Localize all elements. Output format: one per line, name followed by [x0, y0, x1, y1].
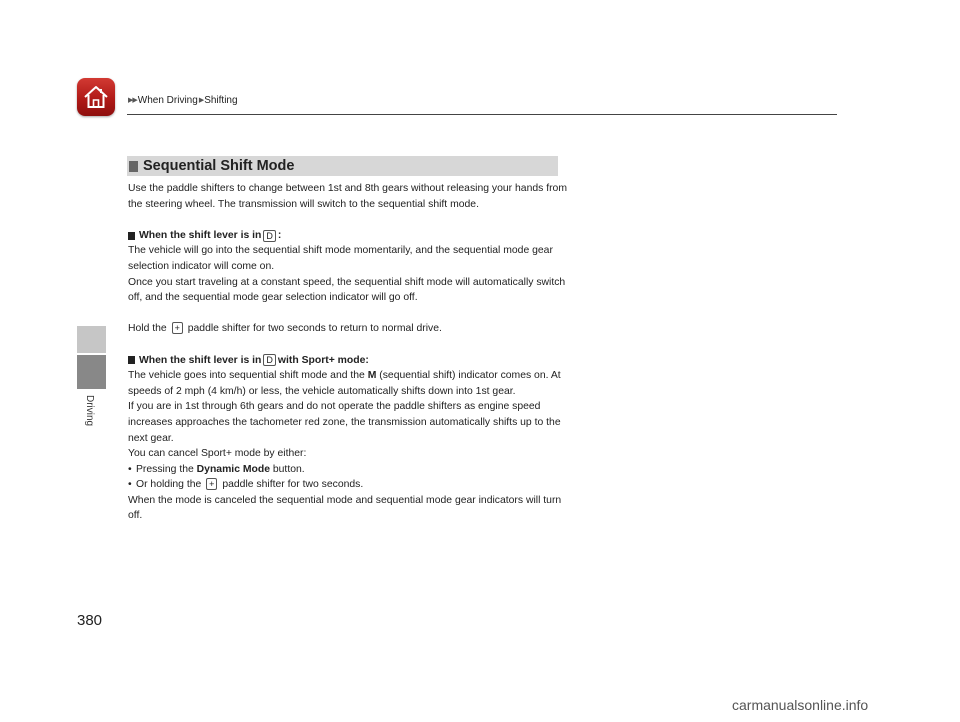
paragraph: The vehicle goes into sequential shift mode and the M (sequential shift) indicator comes on. At speeds of 2 mph (4 km/h) or less, the vehicle automatically shifts down into 1st gear. [128, 370, 561, 397]
section-body [128, 181, 568, 524]
paragraph: You can cancel Sport+ mode by either: [128, 448, 307, 460]
intro-paragraph: Use the paddle shifters to change between 1st and 8th gears without releasing your hands from the steering wheel. The transmission will switch to the sequential shift mode. [128, 183, 567, 210]
hold-paragraph: Hold the + paddle shifter for two seconds to return to normal drive. [128, 323, 442, 335]
bullet-icon: • [128, 479, 132, 491]
gear-key-d: D [263, 354, 276, 366]
paragraph: If you are in 1st through 6th gears and do not operate the paddle shifters as engine speed increases approaches the tachometer red zone, the transmission automatically shifts up to the next gear. [128, 401, 561, 444]
side-tab-top [77, 326, 106, 353]
subsection-marker-icon [128, 232, 135, 240]
bullet-icon: • [128, 463, 132, 475]
breadcrumb [127, 93, 238, 107]
breadcrumb-item[interactable]: When Driving [137, 94, 198, 106]
paragraph: The vehicle will go into the sequential shift mode momentarily, and the sequential mode gear selection indicator will come on. [128, 245, 553, 272]
side-section-label: Driving [84, 395, 95, 427]
breadcrumb-arrow-icon: ▶ [198, 97, 204, 104]
side-tab [77, 355, 106, 389]
breadcrumb-item[interactable]: Shifting [204, 94, 238, 106]
paddle-plus-key: + [206, 478, 217, 490]
paragraph: When the mode is canceled the sequential mode and sequential mode gear indicators will turn off. [128, 494, 562, 522]
subheading-d-sport: When the shift lever is in D with Sport+ mode: [128, 353, 568, 369]
paragraph: Once you start traveling at a constant speed, the sequential shift mode will automatically switch off, and the sequential mode gear selection indicator will go off. [128, 276, 566, 304]
list-item: • Or holding the + paddle shifter for two seconds. [128, 477, 568, 493]
paddle-plus-key: + [172, 322, 183, 334]
section-title: Sequential Shift Mode [143, 158, 295, 174]
breadcrumb-arrow-icon: ▶▶ [128, 97, 137, 104]
page-number: 380 [77, 612, 103, 629]
subheading-d: When the shift lever is in D : [128, 228, 568, 244]
watermark: carmanualsonline.info [732, 697, 869, 713]
section-marker-icon [129, 161, 138, 172]
subsection-marker-icon [128, 356, 135, 364]
section-heading-bar [127, 156, 558, 176]
header-divider [127, 114, 837, 115]
home-button[interactable] [77, 78, 115, 116]
home-icon [82, 83, 110, 111]
list-item: • Pressing the Dynamic Mode button. [128, 462, 568, 478]
gear-key-d: D [263, 230, 276, 242]
